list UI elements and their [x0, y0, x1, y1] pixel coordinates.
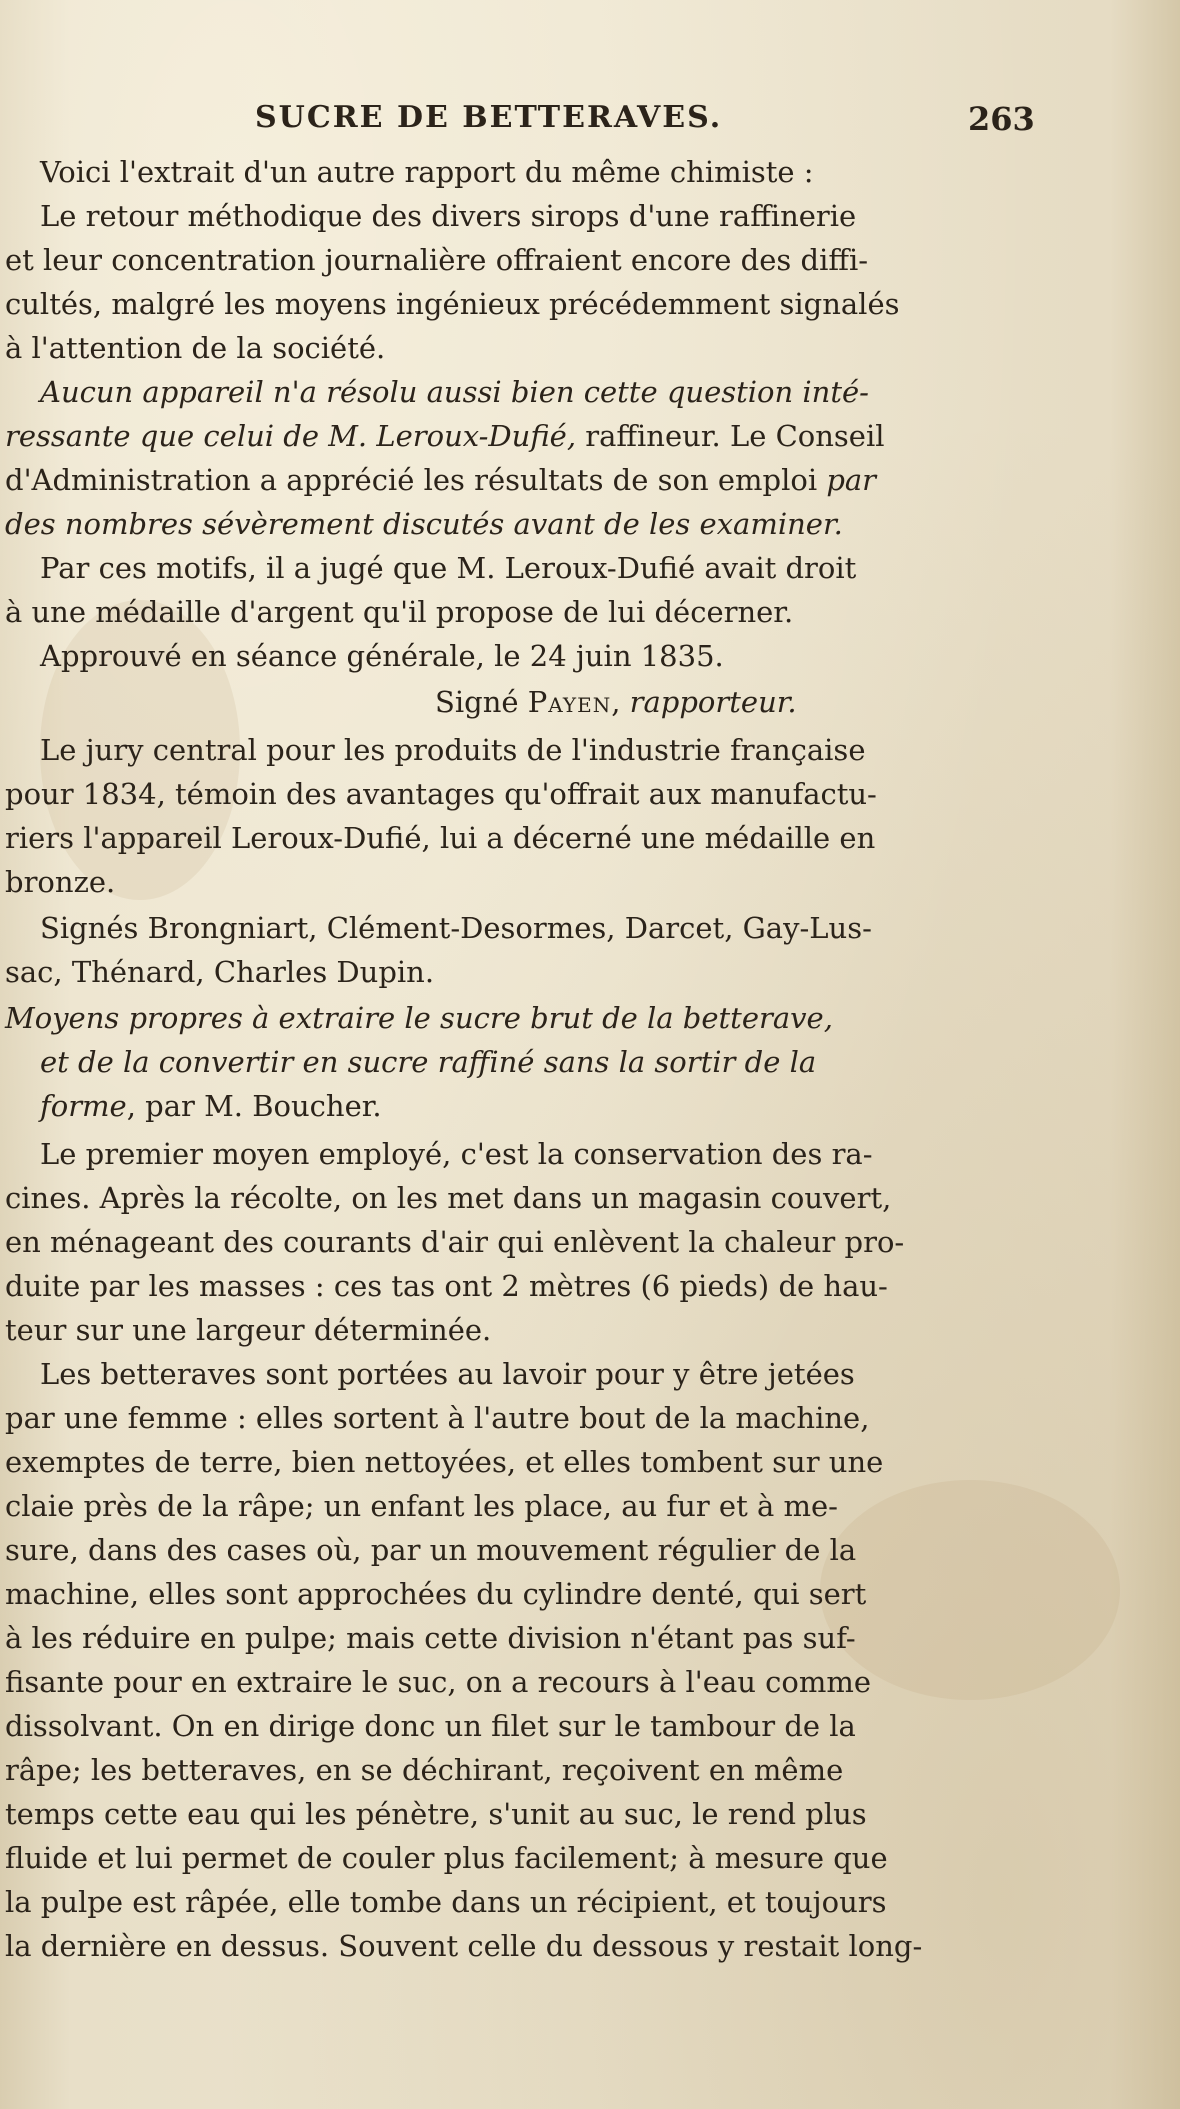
- signature-line: [0, 680, 1180, 724]
- text-line: des nombres sévèrement discutés avant de les examiner.: [5, 507, 843, 541]
- text-line: à une médaille d'argent qu'il propose de lui décerner.: [5, 595, 794, 629]
- text-line: Le jury central pour les produits de l'industrie française: [40, 733, 866, 767]
- text-line: Approuvé en séance générale, le 24 juin 1835.: [40, 639, 724, 673]
- roman-span: , par M. Boucher.: [126, 1089, 382, 1123]
- italic-span: forme: [40, 1089, 127, 1123]
- text-line: pour 1834, témoin des avantages qu'offrait aux manufactu-: [5, 777, 877, 811]
- text-line: à les réduire en pulpe; mais cette division n'étant pas suf-: [5, 1621, 856, 1655]
- text-line: par une femme : elles sortent à l'autre bout de la machine,: [5, 1401, 870, 1435]
- italic-span: par: [826, 463, 877, 497]
- roman-span: ,: [611, 685, 630, 719]
- section-title-line: et de la convertir en sucre raffiné sans la sortir de la: [40, 1045, 817, 1079]
- section-title-line: [0, 1084, 1085, 1128]
- text-line: fluide et lui permet de couler plus facilement; à mesure que: [5, 1841, 888, 1875]
- italic-span: rapporteur.: [629, 685, 797, 719]
- text-line: sac, Thénard, Charles Dupin.: [5, 955, 435, 989]
- text-line: machine, elles sont approchées du cylindre denté, qui sert: [5, 1577, 867, 1611]
- page-number: 263: [968, 100, 1035, 138]
- text-line: [0, 458, 1050, 502]
- text-line: en ménageant des courants d'air qui enlèvent la chaleur pro-: [5, 1225, 905, 1259]
- text-line: cultés, malgré les moyens ingénieux précédemment signalés: [5, 287, 900, 321]
- text-line: claie près de la râpe; un enfant les place, au fur et à me-: [5, 1489, 838, 1523]
- text-line: la dernière en dessus. Souvent celle du dessous y restait long-: [5, 1929, 923, 1963]
- text-line: bronze.: [5, 865, 116, 899]
- text-line: à l'attention de la société.: [5, 331, 386, 365]
- page-header: [0, 100, 1180, 150]
- text-line: duite par les masses : ces tas ont 2 mètres (6 pieds) de hau-: [5, 1269, 888, 1303]
- text-line: teur sur une largeur déterminée.: [5, 1313, 492, 1347]
- running-head: SUCRE DE BETTERAVES.: [255, 100, 723, 135]
- text-line: Par ces motifs, il a jugé que M. Leroux-Dufié avait droit: [40, 551, 857, 585]
- roman-span: Signé: [435, 685, 528, 719]
- text-line: riers l'appareil Leroux-Dufié, lui a décerné une médaille en: [5, 821, 876, 855]
- text-line: [0, 414, 1050, 458]
- text-line: Le premier moyen employé, c'est la conservation des ra-: [40, 1137, 873, 1171]
- text-line: la pulpe est râpée, elle tombe dans un récipient, et toujours: [5, 1885, 887, 1919]
- text-line: Les betteraves sont portées au lavoir pour y être jetées: [40, 1357, 855, 1391]
- italic-span: ressante que celui de M. Leroux-Dufié,: [5, 419, 577, 453]
- text-line: sure, dans des cases où, par un mouvement régulier de la: [5, 1533, 857, 1567]
- small-caps-name: Payen: [527, 685, 612, 719]
- text-line: Signés Brongniart, Clément-Desormes, Darcet, Gay-Lus-: [40, 911, 872, 945]
- text-line: Le retour méthodique des divers sirops d'une raffinerie: [40, 199, 857, 233]
- text-line: Voici l'extrait d'un autre rapport du même chimiste :: [40, 155, 814, 189]
- text-line: exemptes de terre, bien nettoyées, et elles tombent sur une: [5, 1445, 884, 1479]
- roman-span: d'Administration a apprécié les résultats de son emploi: [5, 463, 827, 497]
- section-title-line: Moyens propres à extraire le sucre brut de la betterave,: [5, 1001, 833, 1035]
- roman-span: raffineur. Le Conseil: [576, 419, 885, 453]
- text-line: fisante pour en extraire le suc, on a recours à l'eau comme: [5, 1665, 871, 1699]
- text-line: temps cette eau qui les pénètre, s'unit au suc, le rend plus: [5, 1797, 867, 1831]
- text-line: Aucun appareil n'a résolu aussi bien cette question inté-: [40, 375, 869, 409]
- text-line: dissolvant. On en dirige donc un filet sur le tambour de la: [5, 1709, 856, 1743]
- text-line: râpe; les betteraves, en se déchirant, reçoivent en même: [5, 1753, 844, 1787]
- text-line: et leur concentration journalière offraient encore des diffi-: [5, 243, 869, 277]
- text-line: cines. Après la récolte, on les met dans un magasin couvert,: [5, 1181, 892, 1215]
